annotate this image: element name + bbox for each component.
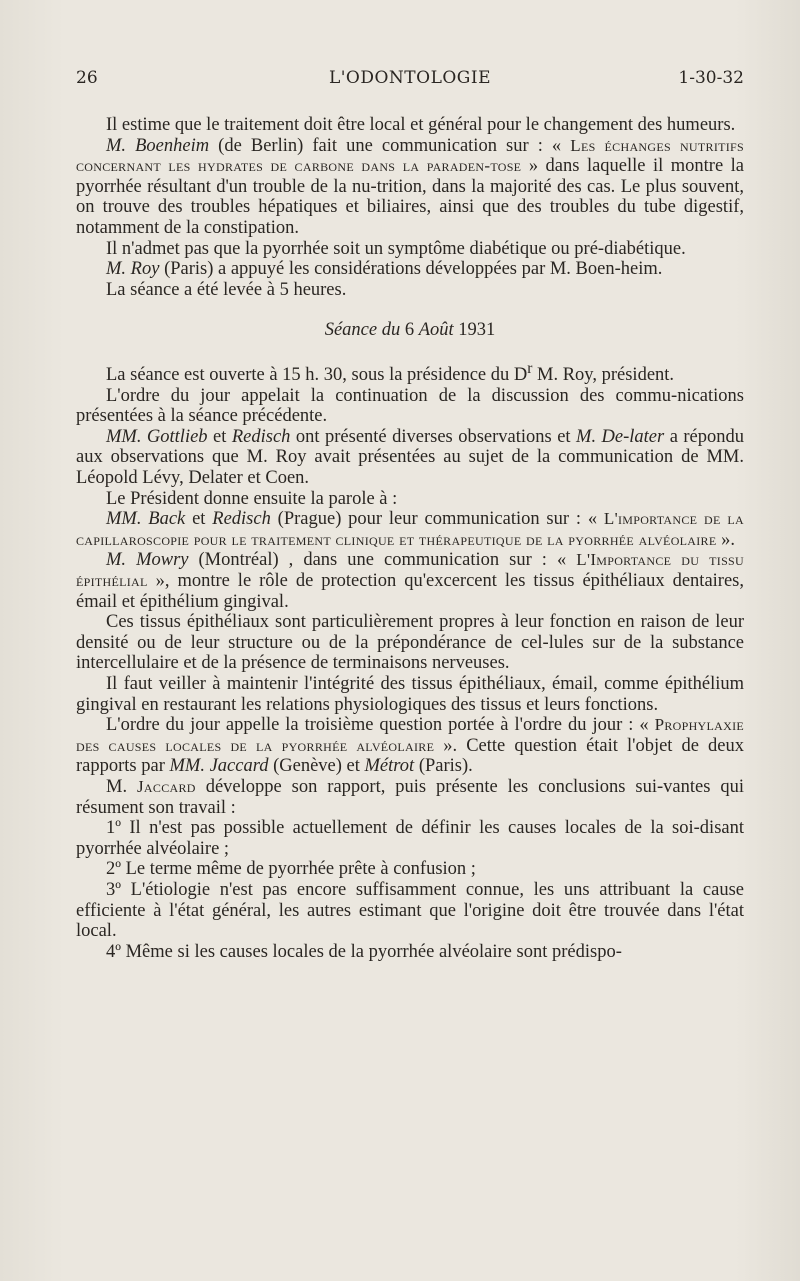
page-body [76, 115, 744, 962]
paragraph: L'ordre du jour appelle la troisième question portée à l'ordre du jour : « Prophylaxie des causes locales de la pyorrhée alvéolaire ». Cette question était l'objet de deux rapports par MM. Jaccard (Genève) et Métrot (Paris). [76, 715, 744, 777]
paragraph: M. Mowry (Montréal) , dans une communication sur : « L'Importance du tissu épithélial », montre le rôle de protection qu'excercent les tissus épithéliaux dentaires, émail et épithélium gingival. [76, 550, 744, 612]
speaker-name: Métrot [364, 756, 415, 777]
speaker-name: Redisch [212, 509, 271, 530]
paragraph: M. Jaccard développe son rapport, puis présente les conclusions sui-vantes qui résument son travail : [76, 776, 744, 818]
speaker-name: M. Boenheim [106, 135, 210, 156]
paragraph: La séance a été levée à 5 heures. [106, 279, 347, 300]
speaker-name: Jaccard [137, 776, 196, 796]
conclusion-item: 1º Il n'est pas possible actuellement de définir les causes locales de la soi-disant pyorrhée alvéolaire ; [76, 818, 744, 859]
speaker-name: MM. Jaccard [169, 756, 269, 777]
paragraph: Il estime que le traitement doit être local et général pour le changement des humeurs. [106, 115, 736, 135]
conclusion-item: 3º L'étiologie n'est pas encore suffisamment connue, les uns attribuant la cause efficiente à l'état général, les autres estimant que l'origine doit être trouvée dans l'état local. [76, 879, 744, 942]
paragraph: L'ordre du jour appelait la continuation de la discussion des commu-nications présentées à la séance précédente. [76, 385, 744, 427]
communication-title: Les échanges nutritifs concernant les hydrates de carbone dans la paraden-tose [76, 135, 744, 176]
paragraph: Le Président donne ensuite la parole à : [106, 488, 398, 509]
conclusion-item: 4º Même si les causes locales de la pyorrhée alvéolaire sont prédispo- [106, 941, 622, 962]
paragraph: MM. Back et Redisch (Prague) pour leur communication sur : « L'importance de la capillaroscopie pour le traitement clinique et thérapeutique de la pyorrhée alvéolaire ». [76, 509, 744, 550]
session-heading: Séance du 6 Août 1931 [324, 320, 496, 341]
speaker-name: M. Mowry [106, 550, 189, 571]
speaker-name: M. De-later [576, 426, 665, 447]
speaker-name: M. Roy [106, 259, 160, 280]
communication-title: L'importance de la capillaroscopie pour le traitement clinique et thérapeutique de la pyorrhée alvéolaire [76, 509, 744, 549]
speaker-name: MM. Back [106, 509, 186, 530]
communication-title: L'Importance du tissu épithélial [76, 550, 744, 591]
paragraph: Il faut veiller à maintenir l'intégrité des tissus épithéliaux, émail, comme épithélium gingival en restaurant les relations physiologiques des tissus et leurs fonctions. [76, 674, 744, 715]
paragraph: M. Roy (Paris) a appuyé les considérations développées par M. Boen-heim. [106, 259, 663, 280]
paragraph: M. Boenheim (de Berlin) fait une communication sur : « Les échanges nutritifs concernant les hydrates de carbone dans la paraden-tose » dans laquelle il montre la pyorrhée résultant d'un trouble de la nu-trition, dans la majorité des cas. Le plus souvent, on trouve des troubles hépatiques et biliaires, ainsi que des troubles du tube digestif, notamment de la constipation. [76, 135, 745, 238]
question-title: Prophylaxie des causes locales de la pyorrhée alvéolaire [76, 715, 744, 755]
paragraph: La séance est ouverte à 15 h. 30, sous la présidence du $D^r$ M. Roy, président. [106, 359, 675, 386]
paragraph: Il n'admet pas que la pyorrhée soit un symptôme diabétique ou pré-diabétique. [106, 238, 686, 259]
running-header [76, 68, 744, 96]
issue-date: 1-30-32 [678, 68, 744, 88]
speaker-name: Redisch [231, 426, 291, 447]
journal-title: L'ODONTOLOGIE [328, 68, 492, 88]
paragraph: MM. Gottlieb et Redisch ont présenté diverses observations et M. De-later a répondu aux observations que M. Roy avait présentées au sujet de la communication de MM. Léopold Lévy, Delater et Coen. [76, 426, 744, 489]
conclusion-item: 2º Le terme même de pyorrhée prête à confusion ; [106, 859, 476, 880]
page-number: 26 [76, 68, 98, 88]
paragraph: Ces tissus épithéliaux sont particulièrement propres à leur fonction en raison de leur densité ou de leur structure ou de la prépondérance de cel-lules sur de la substance intercellulaire et de la présence de terminaisons nerveuses. [76, 612, 744, 674]
speaker-name: MM. Gottlieb [106, 426, 208, 447]
